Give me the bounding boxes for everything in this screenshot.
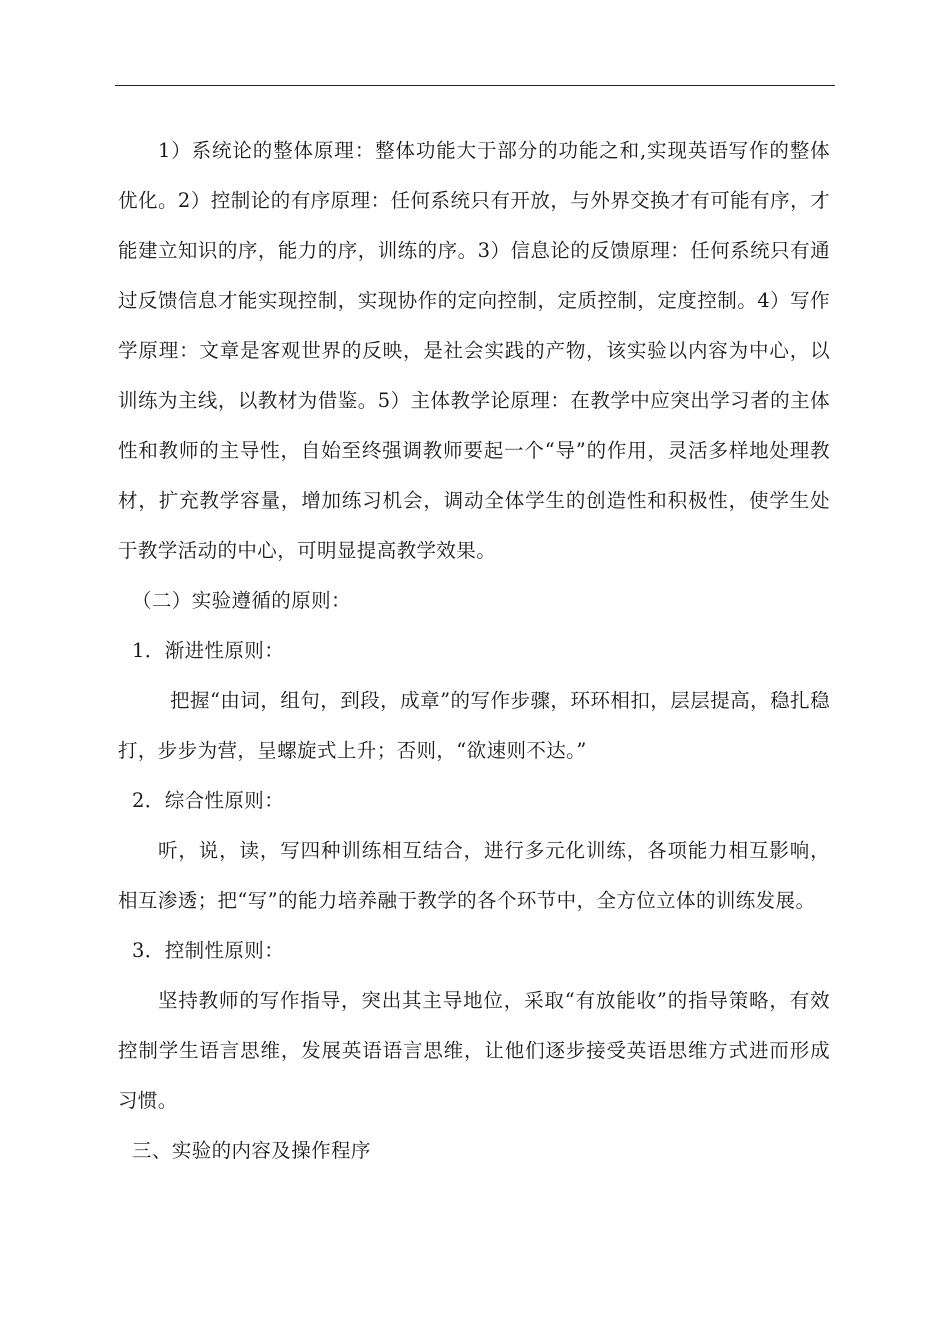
- principle-heading-progressive: 1．渐进性原则：: [132, 639, 285, 662]
- section-heading-experiment-principles: （二）实验遵循的原则：: [132, 589, 351, 612]
- paragraph-progressive: 把握“由词，组句，到段，成章”的写作步骤，环环相扣，层层提高，稳扎稳打，步步为营，呈螺旋式上升；否则，“欲速则不达。”: [118, 689, 830, 762]
- header-rule: [115, 85, 835, 86]
- paragraph-control: 坚持教师的写作指导，突出其主导地位，采取“有放能收”的指导策略，有效控制学生语言思维，发展英语语言思维，让他们逐步接受英语思维方式进而形成习惯。: [118, 989, 830, 1112]
- paragraph-comprehensive: 听，说，读，写四种训练相互结合，进行多元化训练，各项能力相互影响，相互渗透；把“写”的能力培养融于教学的各个环节中，全方位立体的训练发展。: [118, 839, 830, 912]
- paragraph-principles-theory: 1）系统论的整体原理：整体功能大于部分的功能之和,实现英语写作的整体优化。2）控制论的有序原理：任何系统只有开放，与外界交换才有可能有序，才能建立知识的序，能力的序，训练的序。3）信息论的反馈原理：任何系统只有通过反馈信息才能实现控制，实现协作的定向控制，定质控制，定度控制。4）写作学原理：文章是客观世界的反映，是社会实践的产物，该实验以内容为中心，以训练为主线，以教材为借鉴。5）主体教学论原理：在教学中应突出学习者的主体性和教师的主导性，自始至终强调教师要起一个“导”的作用，灵活多样地处理教材，扩充教学容量，增加练习机会，调动全体学生的创造性和积极性，使学生处于教学活动的中心，可明显提高教学效果。: [118, 139, 830, 562]
- document-body: [118, 126, 830, 1176]
- principle-heading-control: 3．控制性原则：: [132, 939, 285, 962]
- section-heading-content-procedure: 三、实验的内容及操作程序: [132, 1139, 371, 1162]
- principle-heading-comprehensive: 2．综合性原则：: [132, 789, 285, 812]
